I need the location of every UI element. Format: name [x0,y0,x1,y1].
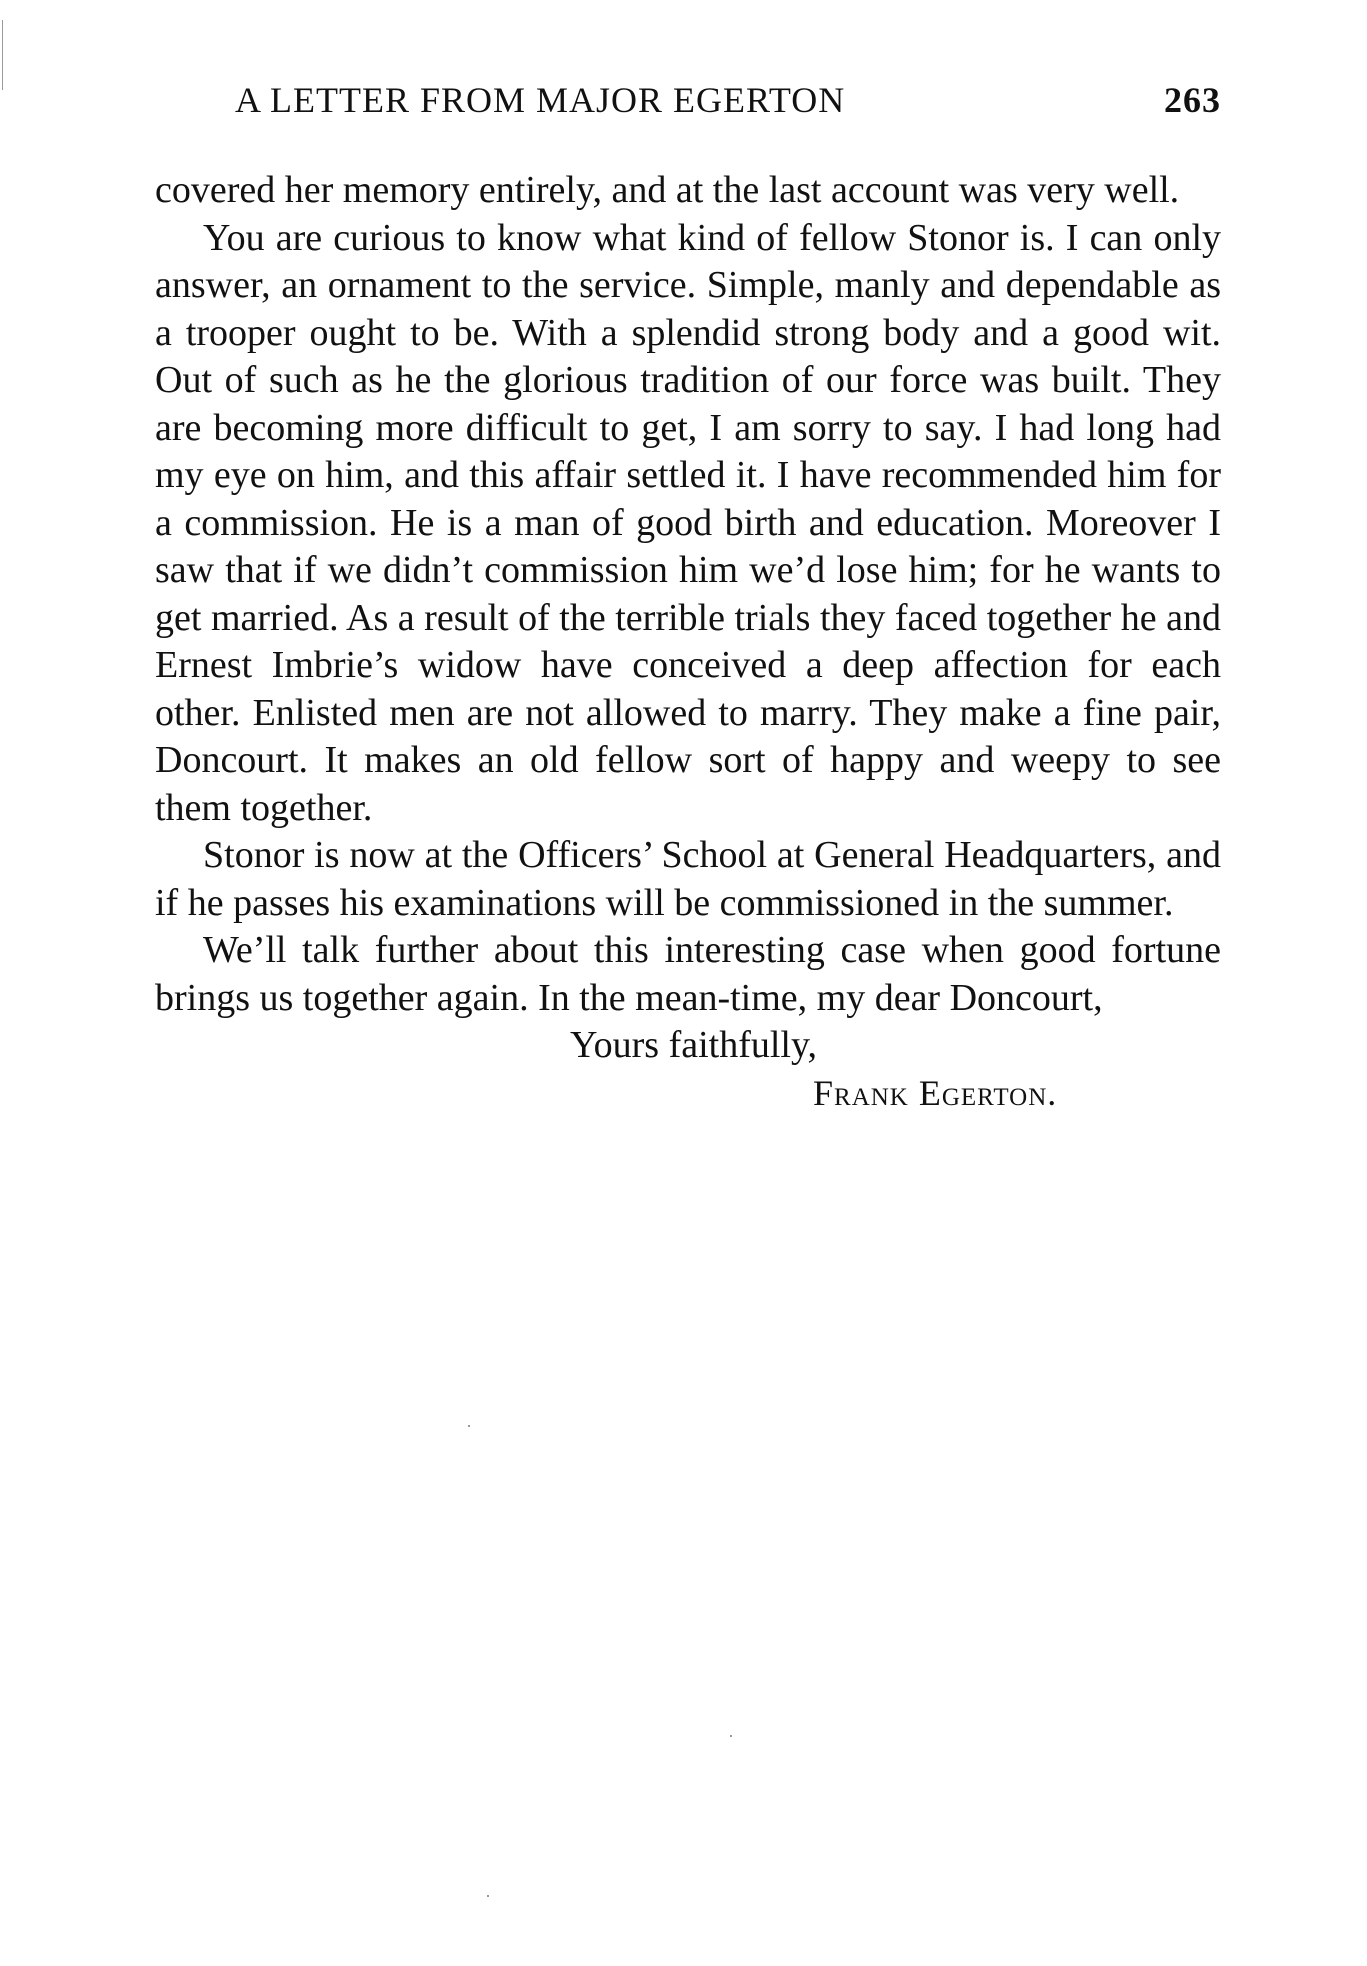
letter-body [155,167,1221,1117]
page-number: 263 [1164,80,1221,120]
scan-speck [487,1895,489,1897]
scan-speck [468,1425,470,1427]
running-title: A LETTER FROM MAJOR EGERTON [235,80,846,120]
closing-salutation: Yours faithfully, [570,1024,818,1066]
signature: Frank Egerton. [813,1072,1058,1113]
running-head [155,70,1221,130]
paragraph-continued: covered her memory entirely, and at the last account was very well. [155,169,1180,211]
paragraph-officers-school: Stonor is now at the Officers’ School at General Headquarters, and if he passes his examinations will be commissioned in the summer. [155,834,1221,924]
paragraph-stonor-description: You are curious to know what kind of fellow Stonor is. I can only answer, an ornament to the service. Simple, manly and dependable as a trooper ought to be. With a splendid strong body and a good wit. Out of such as he the glorious tradition of our force was built. They are becoming more difficult to get, I am sorry to say. I had long had my eye on him, and this affair settled it. I have recommended him for a commission. He is a man of good birth and education. Moreover I saw that if we didn’t commission him we’d lose him; for he wants to get married. As a result of the terrible trials they faced together he and Ernest Imbrie’s widow have conceived a deep affection for each other. Enlisted men are not allowed to marry. They make a fine pair, Doncourt. It makes an old fellow sort of happy and weepy to see them together. [155,216,1221,829]
paragraph-closing-remark: We’ll talk further about this interesting case when good fortune brings us together again. In the mean-time, my dear Doncourt, [155,929,1221,1019]
scan-edge-mark [2,20,3,90]
scan-speck [730,1735,732,1737]
